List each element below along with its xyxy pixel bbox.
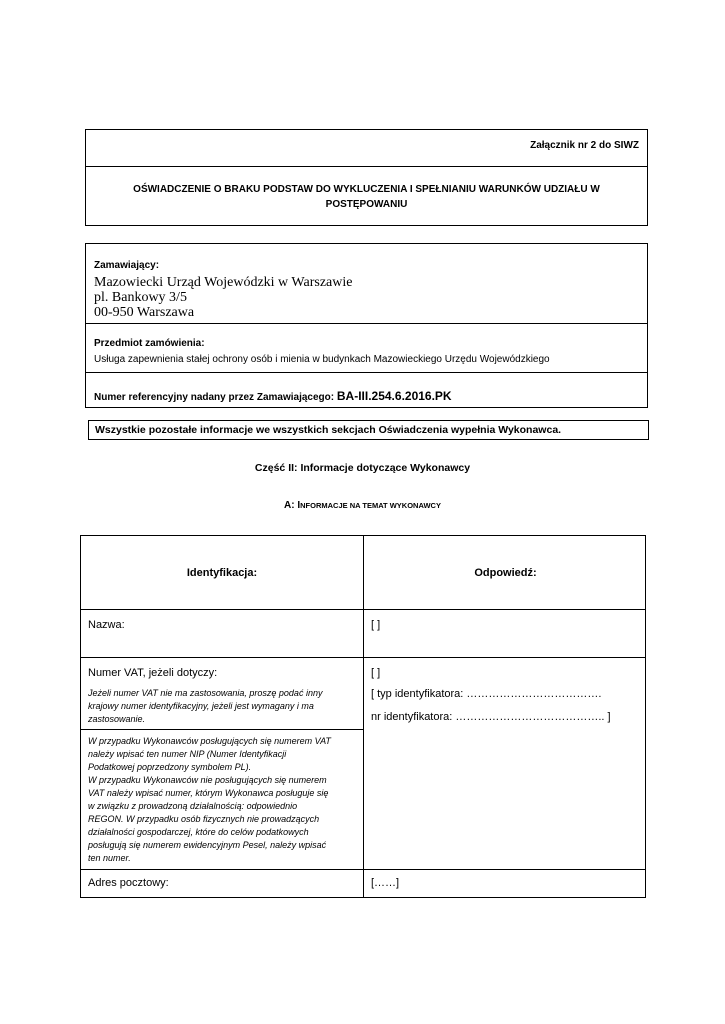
vat-note1-line: zastosowanie. bbox=[88, 714, 146, 724]
annex-label: Załącznik nr 2 do SIWZ bbox=[530, 140, 639, 151]
table-row-divider bbox=[81, 657, 645, 658]
reference-label: Numer referencyjny nadany przez Zamawiającego: bbox=[94, 392, 337, 403]
section-a-title bbox=[0, 500, 725, 511]
address-answer[interactable]: [……] bbox=[371, 877, 400, 889]
vat-note2 bbox=[88, 735, 360, 865]
subject-text: Usługa zapewnienia stałej ochrony osób i mienia w budynkach Mazowieckiego Urzędu Wojewódzkiego bbox=[94, 354, 550, 365]
vat-note2-line: należy wpisać ten numer NIP (Numer Identyfikacji bbox=[88, 749, 287, 759]
vat-note2-line: w związku z prowadzoną działalnością: odpowiednio bbox=[88, 801, 298, 811]
contracting-info-box bbox=[85, 243, 648, 408]
table-column-divider bbox=[363, 536, 364, 897]
all-info-note: Wszystkie pozostałe informacje we wszystkich sekcjach Oświadczenia wypełnia Wykonawca. bbox=[88, 420, 649, 440]
vat-note2-line: REGON. W przypadku osób fizycznych nie prowadzących bbox=[88, 814, 320, 824]
vat-identifier-type[interactable]: [ typ identyfikatora: ………………………………. bbox=[371, 688, 602, 700]
declaration-title-line2: POSTĘPOWANIU bbox=[325, 199, 408, 210]
vat-identifier-number[interactable]: nr identyfikatora: ………………………………….. ] bbox=[371, 711, 611, 723]
contracting-authority-section bbox=[86, 244, 647, 324]
vat-note-divider bbox=[81, 729, 363, 730]
reference-code: BA-III.254.6.2016.PK bbox=[336, 389, 452, 403]
subject-section bbox=[86, 323, 647, 373]
contracting-street: pl. Bankowy 3/5 bbox=[94, 290, 187, 305]
subject-label: Przedmiot zamówienia: bbox=[94, 338, 205, 349]
name-label: Nazwa: bbox=[88, 619, 125, 631]
reference-number bbox=[94, 389, 452, 403]
contractor-info-table bbox=[80, 535, 646, 898]
contracting-label: Zamawiający: bbox=[94, 260, 160, 271]
section-a-prefix: A: I bbox=[284, 500, 301, 511]
header-annex-row bbox=[86, 130, 647, 167]
vat-note2-line: W przypadku Wykonawców posługujących się numerem VAT bbox=[88, 736, 331, 746]
vat-note2-line: Podatkowej poprzedzony symbolem PL). bbox=[88, 762, 252, 772]
section-a-rest: NFORMACJE NA TEMAT WYKONAWCY bbox=[300, 501, 441, 510]
vat-note2-line: ten numer. bbox=[88, 853, 131, 863]
contracting-city: 00-950 Warszawa bbox=[94, 305, 195, 320]
header-box bbox=[85, 129, 648, 226]
vat-note1-line: krajowy numer identyfikacyjny, jeżeli jest wymagany i ma bbox=[88, 701, 314, 711]
vat-note1 bbox=[88, 687, 358, 726]
col-answer-header: Odpowiedź: bbox=[474, 567, 537, 579]
vat-note2-line: W przypadku Wykonawców nie posługujących się numerem bbox=[88, 775, 327, 785]
vat-answer[interactable]: [ ] bbox=[371, 667, 381, 679]
contracting-name: Mazowiecki Urząd Wojewódzki w Warszawie bbox=[94, 275, 353, 290]
table-row-divider bbox=[81, 609, 645, 610]
name-answer[interactable]: [ ] bbox=[371, 619, 381, 631]
vat-note2-line: działalności gospodarczej, które do celów podatkowych bbox=[88, 827, 309, 837]
vat-note1-line: Jeżeli numer VAT nie ma zastosowania, proszę podać inny bbox=[88, 688, 323, 698]
vat-label: Numer VAT, jeżeli dotyczy: bbox=[88, 667, 218, 679]
table-row-divider bbox=[81, 869, 645, 870]
vat-note2-line: posługują się numerem ewidencyjnym Pesel, należy wpisać bbox=[88, 840, 327, 850]
part2-title: Część II: Informacje dotyczące Wykonawcy bbox=[254, 462, 471, 474]
declaration-title bbox=[98, 182, 635, 212]
declaration-title-line1: OŚWIADCZENIE O BRAKU PODSTAW DO WYKLUCZENIA I SPEŁNIANIU WARUNKÓW UDZIAŁU W bbox=[133, 184, 600, 195]
address-label: Adres pocztowy: bbox=[88, 877, 169, 889]
col-identification-header: Identyfikacja: bbox=[186, 567, 258, 579]
vat-note2-line: VAT należy wpisać numer, którym Wykonawca posługuje się bbox=[88, 788, 329, 798]
